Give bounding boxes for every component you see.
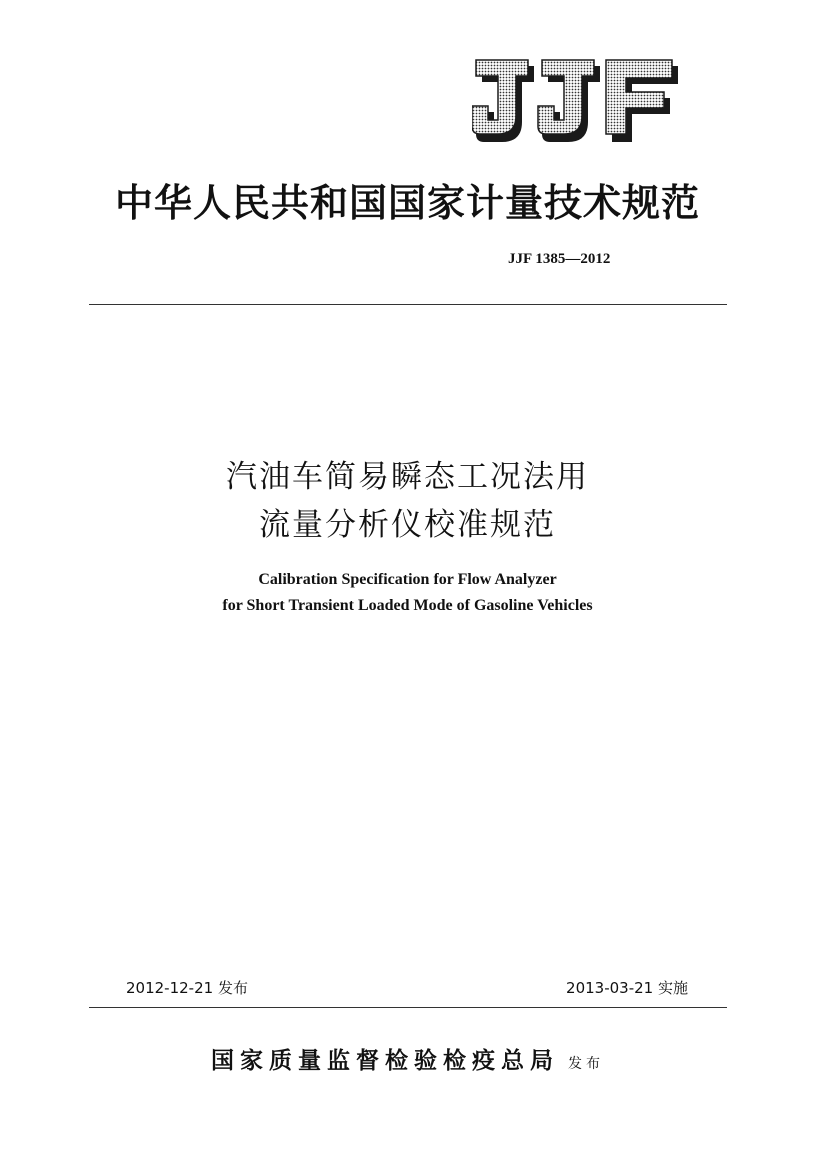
implementation-date: 2013-03-21 实施 [566,979,688,997]
jjf-logo-icon [472,58,682,144]
standard-number: JJF 1385—2012 [508,251,611,267]
publisher-line [0,1042,815,1075]
divider-top [89,304,727,305]
title-en-line1: Calibration Specification for Flow Analyzer [258,571,557,588]
issue-date: 2012-12-21 发布 [126,979,248,997]
publisher-name: 国家质量监督检验检疫总局 [210,1047,559,1074]
title-en-line2: for Short Transient Loaded Mode of Gasoline Vehicles [222,597,593,614]
publisher-suffix: 发布 [568,1056,605,1072]
title-cn-line2: 流量分析仪校准规范 [259,507,556,543]
title-cn-line1: 汽油车简易瞬态工况法用 [226,459,589,495]
main-title: 中华人民共和国国家计量技术规范 [114,180,700,225]
divider-bottom [89,1007,727,1008]
